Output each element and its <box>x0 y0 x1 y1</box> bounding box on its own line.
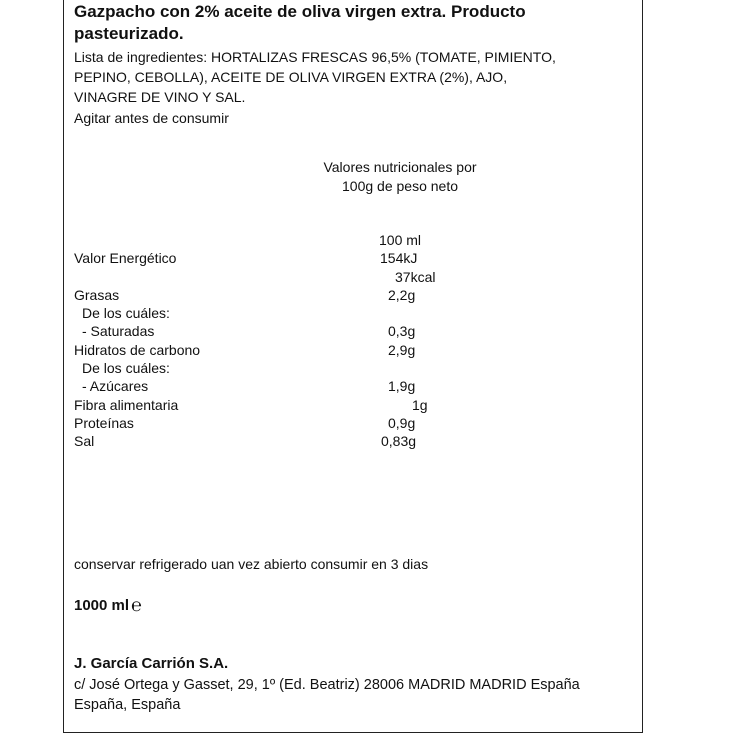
ingredients-line: PEPINO, CEBOLLA), ACEITE DE OLIVA VIRGEN EXTRA (2%), AJO, <box>74 69 508 85</box>
instructions-text: Agitar antes de consumir <box>74 110 229 126</box>
volume-line <box>74 596 142 615</box>
nutrition-row-label: Hidratos de carbono <box>74 342 201 358</box>
nutrition-row-label: - Azúcares <box>82 378 149 394</box>
nutrition-row-value: 0,3g <box>388 323 416 339</box>
company-address: España, España <box>74 697 181 713</box>
volume-amount: 1000 ml <box>74 597 130 614</box>
storage-instructions: conservar refrigerado uan vez abierto consumir en 3 dias <box>74 556 429 572</box>
ingredients-line: Lista de ingredientes: HORTALIZAS FRESCAS 96,5% (TOMATE, PIMIENTO, <box>74 49 556 65</box>
nutrition-row-label: Proteínas <box>74 415 134 431</box>
product-title: Gazpacho con 2% aceite de oliva virgen extra. Producto <box>74 2 526 21</box>
nutrition-row-value: 2,9g <box>388 342 416 358</box>
nutrition-row-label: Sal <box>74 433 95 449</box>
nutrition-row-label: De los cuáles: <box>82 360 170 376</box>
ingredients-line: VINAGRE DE VINO Y SAL. <box>74 89 246 105</box>
nutrition-row-value: 37kcal <box>395 269 436 285</box>
product-title-continued: pasteurizado. <box>74 24 184 43</box>
nutrition-row-label: Valor Energético <box>74 250 177 266</box>
nutrition-row-label: De los cuáles: <box>82 305 170 321</box>
nutrition-row-label: Fibra alimentaria <box>74 397 179 413</box>
nutrition-row-value: 0,83g <box>381 433 417 449</box>
nutrition-row-label: - Saturadas <box>82 323 155 339</box>
nutrition-row-value: 154kJ <box>380 250 418 266</box>
estimated-sign-icon: ℮ <box>131 595 142 615</box>
nutrition-column-header: 100 ml <box>379 232 422 248</box>
nutrition-row-value: 1,9g <box>388 378 416 394</box>
nutrition-row-label: Grasas <box>74 287 120 303</box>
nutrition-header: Valores nutricionales por <box>323 159 477 175</box>
nutrition-row-value: 2,2g <box>388 287 416 303</box>
company-address: c/ José Ortega y Gasset, 29, 1º (Ed. Beatriz) 28006 MADRID MADRID España <box>74 677 580 693</box>
nutrition-header: 100g de peso neto <box>342 178 458 194</box>
nutrition-row-value: 0,9g <box>388 415 416 431</box>
company-name: J. García Carrión S.A. <box>74 655 229 672</box>
nutrition-row-value: 1g <box>412 397 428 413</box>
